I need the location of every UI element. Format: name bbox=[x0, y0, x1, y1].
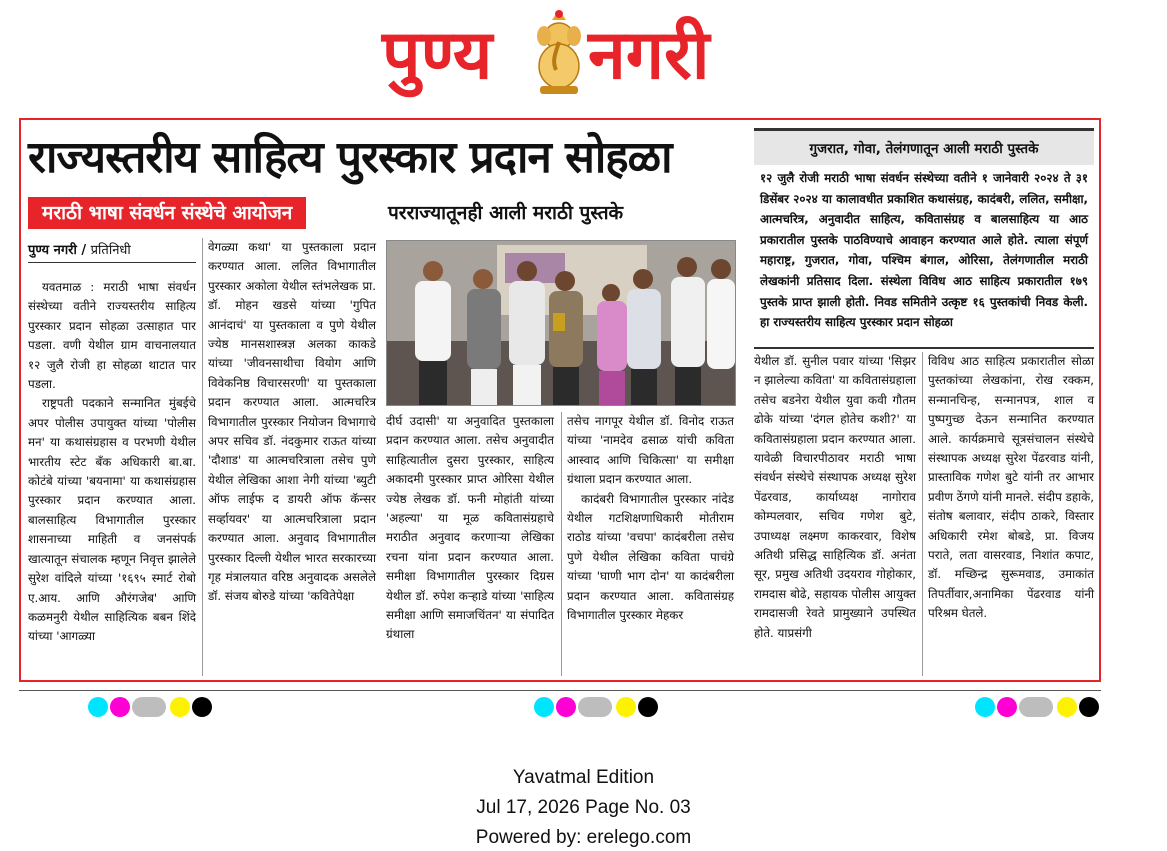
registration-marks-right bbox=[975, 697, 1105, 719]
sidebar-body: १२ जुलै रोजी मराठी भाषा संवर्धन संस्थेच्या वतीने १ जानेवारी २०२४ ते ३१ डिसेंबर २०२४ या कालावधीत प्रकाशित कथासंग्रह, कादंबरी, ललित, समीक्षा, आत्मचरित्र, अनुवादीत साहित्य, कवितासंग्रह व बालसाहित्य या आठ प्रकारातील पुस्तके पाठविण्याचे आवाहन करण्यात आले होते. त्याला संपूर्ण महाराष्ट्र, गुजरात, गोवा, पश्चिम बंगाल, ओरिसा, तेलंगणातील मराठी लेखकांनी प्रतिसाद दिला. संस्थेला विविध आठ साहित्य प्रकारातील १७९ पुस्तके प्राप्त झाली होती. निवड समितीने उत्कृष्ट १६ पुस्तकांची निवड केली. हा राज्यस्तरीय साहित्य पुरस्कार प्रदान सोहळा bbox=[760, 171, 1088, 330]
column-1-para-2: राष्ट्रपती पदकाने सन्मानित मुंबईचे अपर पोलीस उपायुक्त यांच्या 'पोलीस मन' या कथासंग्रहास व परभणी येथील भारतीय स्टेट बँक अधिकारी बा.बा. कोटंबे यांच्या 'बयनामा' या कथासंग्रहास पुरस्कार प्रदान करण्यात आला. बालसाहित्य विभागातील पुरस्कार शासनाच्या माहिती व जनसंपर्क खात्यातून संचालक म्हणून निवृत्त झालेले सुरेश वांदिले यांच्या '१६९५ स्मार्ट रोबो ए.आय. आणि औरंगजेब' आणि कळमनुरी येथील साहित्यिक बबन शिंदे यांच्या 'आगळ्या bbox=[28, 396, 196, 644]
reg-dot-black-icon bbox=[1079, 697, 1099, 717]
powered-by-label: Powered by: erelego.com bbox=[475, 827, 692, 848]
column-6-para-1: विविध आठ साहित्य प्रकारातील सोळा पुस्तकांच्या लेखकांना, रोख रक्कम, सन्मानचिन्ह, सन्मानपत्र, शाल व पुष्पगुच्छ देऊन सन्मानित करण्यात आले. कार्यक्रमाचे सूत्रसंचालन संस्थेचे संस्थापक अध्यक्ष सुरेश पेंढरवाड यांनी, प्रास्ताविक गणेश बुटे यांनी तर आभार प्रवीण ठेंगणे यांनी मानले. संदीप डहाके, संतोष बलावार, संदीप ठाकरे, विस्तार अधिकारी रमेश बोबडे, प्रा. विजय पराते, लता वासरवाड, निशांत कपाट, डॉ. मच्छिन्द्र सुरूमवाड, उमाकांत तिपर्तीवार,अनामिका पेंढरवाड यांनी परिश्रम घेतले. bbox=[928, 354, 1094, 621]
byline-separator: / bbox=[76, 243, 91, 258]
article-headline: राज्यस्तरीय साहित्य पुरस्कार प्रदान सोहळा bbox=[28, 132, 672, 183]
column-1-para-1: यवतमाळ : मराठी भाषा संवर्धन संस्थेच्या वतीने राज्यस्तरीय साहित्य पुरस्कार प्रदान सोहळा उत्साहात पार पडला. वणी येथील ग्राम वाचनालयात १२ जुलै रोजी हा सोहळा थाटात पार पडला. bbox=[28, 280, 196, 392]
reg-dot-yellow-icon bbox=[616, 697, 636, 717]
masthead-title-right: नगरी bbox=[588, 15, 710, 95]
column-2-para-1: वेगळ्या कथा' या पुस्तकाला प्रदान करण्यात आला. ललित विभागातील पुरस्कार अकोला येथील स्तंभलेखक प्रा. डॉ. मोहन खडसे यांच्या 'गुपित आनंदाचं' या पुस्तकाला व पुणे येथील ज्येष्ठ मानसशास्त्रज्ञ अलका काकडे यांच्या 'जीवनसाथीचा वियोग आणि विवेकनिष्ठ विचारसरणी' या पुस्तकाला प्रदान करण्यात आला. आत्मचरित्र विभागातील पुरस्कार नियोजन विभागाचे अपर सचिव डॉ. नंदकुमार राऊत यांच्या 'दौशाड' या आत्मचरित्राला तसेच पुणे येथील लेखिका आशा नेगी यांच्या 'ब्युटी ऑफ लाईफ द डायरी ऑफ कॅन्सर सर्व्हायवर' या आत्मचरित्राला प्रदान करण्यात आला. अनुवाद विभागातील पुरस्कार दिल्ली येथील भारत सरकारच्या गृह मंत्रालयात वरिष्ठ अनुवादक असलेले डॉ. संजय बोरुडे यांच्या 'कवितेपेक्षा bbox=[208, 240, 376, 604]
sidebar-bottom-rule bbox=[754, 347, 1094, 349]
ganesh-logo-icon bbox=[528, 6, 590, 96]
column-divider bbox=[202, 238, 203, 676]
reg-dot-magenta-icon bbox=[110, 697, 130, 717]
reg-dot-cyan-icon bbox=[88, 697, 108, 717]
masthead-title-left: पुण्य bbox=[382, 15, 493, 95]
award-ceremony-photo bbox=[386, 240, 736, 406]
byline bbox=[28, 240, 131, 258]
column-4-para-2: कादंबरी विभागातील पुरस्कार नांदेड येथील गटशिक्षणाधिकारी मोतीराम राठोड यांच्या 'वचपा' कादंबरीला तसेच पुणे येथील लेखिका कविता पाचंग्रे यांच्या 'घाणी भाग दोन' या कादंबरीला प्रदान करण्यात आला. कवितासंग्रह विभागातील पुरस्कार मेहकर bbox=[567, 491, 734, 623]
article-column-6 bbox=[928, 352, 1094, 624]
reg-dot-cyan-icon bbox=[975, 697, 995, 717]
byline-source: पुण्य नगरी bbox=[28, 243, 77, 258]
edition-label: Yavatmal Edition bbox=[512, 767, 655, 788]
reg-dot-yellow-icon bbox=[1057, 697, 1077, 717]
reg-dot-yellow-icon bbox=[170, 697, 190, 717]
byline-role: प्रतिनिधी bbox=[90, 243, 131, 258]
article-column-5 bbox=[754, 352, 916, 643]
reg-dot-gray-icon bbox=[1019, 697, 1053, 717]
column-4-para-1: तसेच नागपूर येथील डॉ. विनोद राऊत यांच्या 'नामदेव ढसाळ यांची कविता आस्वाद आणि चिकित्सा' या समीक्षा ग्रंथाला प्रदान करण्यात आला. bbox=[567, 414, 734, 487]
reg-dot-magenta-icon bbox=[556, 697, 576, 717]
article-column-4 bbox=[567, 412, 734, 625]
column-divider bbox=[922, 352, 923, 676]
registration-marks-left bbox=[88, 697, 218, 719]
byline-divider bbox=[28, 262, 196, 263]
page-bottom-rule bbox=[19, 690, 1101, 691]
column-divider bbox=[561, 412, 562, 676]
reg-dot-black-icon bbox=[638, 697, 658, 717]
reg-dot-magenta-icon bbox=[997, 697, 1017, 717]
sidebar-box bbox=[754, 128, 1094, 342]
reg-dot-gray-icon bbox=[578, 697, 612, 717]
article-column-3 bbox=[386, 412, 554, 645]
subhead-secondary: परराज्यातूनही आली मराठी पुस्तके bbox=[388, 202, 624, 224]
registration-marks-center bbox=[534, 697, 664, 719]
award-ceremony-photo-icon bbox=[387, 241, 735, 405]
reg-dot-cyan-icon bbox=[534, 697, 554, 717]
column-3-para-1: दीर्घ उदासी' या अनुवादित पुस्तकाला प्रदान करण्यात आला. तसेच अनुवादीत साहित्यातील दुसरा पुरस्कार, साहित्य अकादमी पुरस्कार प्राप्त ओरिसा येथील ज्येष्ठ लेखक डॉ. फनी मोहांती यांच्या 'अहल्या' या मूळ कवितासंग्रहाचे मराठीत अनुवाद करणाऱ्या लेखिका रचना यांना प्रदान करण्यात आला. समीक्षा विभागातील पुरस्कार दिग्रस येथील डॉ. रुपेश कऱ्हाडे यांच्या 'साहित्य समीक्षा आणि समाजचिंतन' या संपादित ग्रंथाला bbox=[386, 414, 554, 642]
article-column-1 bbox=[28, 278, 196, 647]
reg-dot-black-icon bbox=[192, 697, 212, 717]
article-column-2 bbox=[208, 238, 376, 607]
subhead-red-banner: मराठी भाषा संवर्धन संस्थेचे आयोजन bbox=[28, 197, 306, 229]
date-page-label: Jul 17, 2026 Page No. 03 bbox=[476, 797, 691, 818]
column-5-para-1: येथील डॉ. सुनील पवार यांच्या 'सिझर न झालेल्या कविता' या कवितासंग्रहाला तसेच बडनेरा येथील युवा कवी गौतम ढोके यांच्या 'दंगल होतेच कशी?' या कवितासंग्रहाला प्रदान करण्यात आला. यावेळी विचारपीठावर मराठी भाषा संवर्धन संस्थेचे संस्थापक अध्यक्ष सुरेश पेंढरवाड, कार्याध्यक्ष नागोराव कोम्पलवार, सचिव गणेश बुटे, उपाध्यक्ष लक्ष्मण काकरवार, विशेष अतिथी प्रसिद्ध साहित्यिक डॉ. अनंता सूर, प्रमुख अतिथी उदयराव गोहोकार, रामदास बोढे, सहायक पोलीस आयुक्त रामदासजी रेवते प्रामुख्याने उपस्थित होते. याप्रसंगी bbox=[754, 354, 916, 640]
reg-dot-gray-icon bbox=[132, 697, 166, 717]
sidebar-heading: गुजरात, गोवा, तेलंगणातून आली मराठी पुस्तके bbox=[754, 128, 1094, 165]
masthead bbox=[0, 0, 1167, 112]
